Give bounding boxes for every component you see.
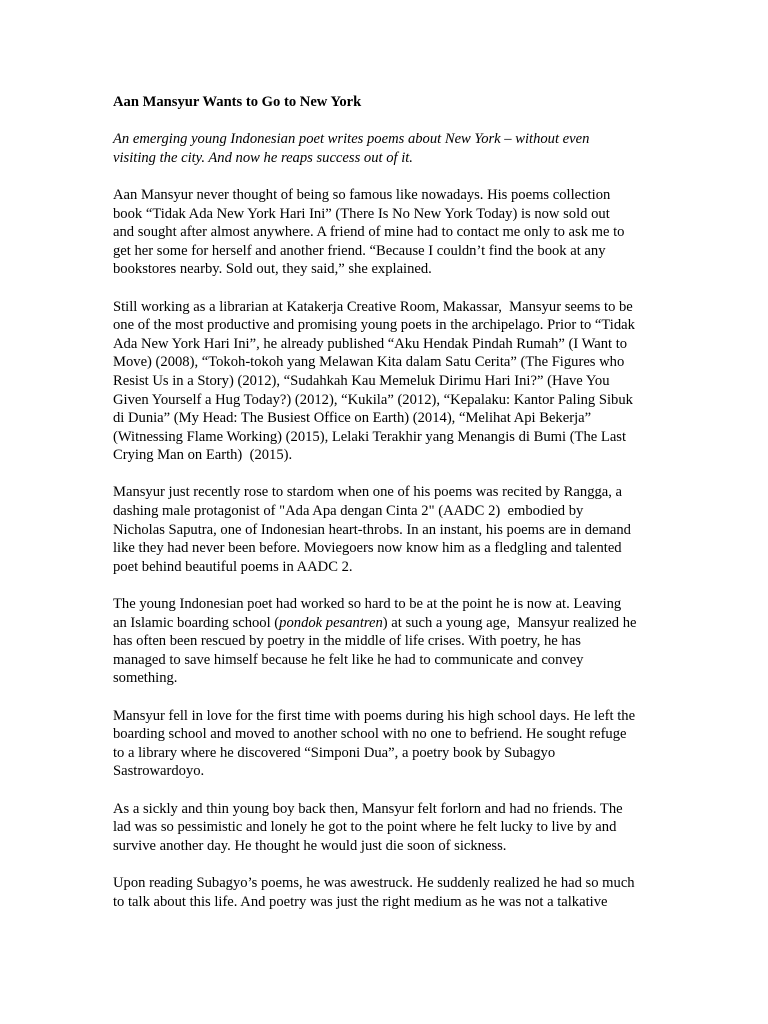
- paragraph-line: poet behind beautiful poems in AADC 2.: [113, 558, 353, 575]
- article-subtitle: [113, 130, 663, 167]
- paragraph-line: get her some for herself and another friend. “Because I couldn’t find the book at any: [113, 242, 606, 259]
- document-page: [113, 88, 663, 930]
- paragraph: [113, 483, 663, 576]
- subtitle-line: An emerging young Indonesian poet writes poems about New York – without even: [113, 131, 590, 148]
- paragraph-line: like they had never been before. Moviegoers now know him as a fledgling and talented: [113, 540, 622, 557]
- paragraph-line: Resist Us in a Story) (2012), “Sudahkah Kau Memeluk Dirimu Hari Ini?” (Have You: [113, 372, 610, 389]
- paragraph-line: The young Indonesian poet had worked so hard to be at the point he is now at. Leaving: [113, 596, 622, 613]
- text-segment: ) at such a young age, Mansyur realized he: [382, 614, 637, 631]
- paragraph-line: something.: [113, 670, 178, 687]
- text-segment: an Islamic boarding school (: [113, 614, 280, 631]
- paragraph-line: Nicholas Saputra, one of Indonesian heart-throbs. In an instant, his poems are in demand: [113, 521, 631, 538]
- paragraph-line: [113, 614, 663, 633]
- subtitle-line: visiting the city. And now he reaps success out of it.: [113, 149, 413, 166]
- italic-term: pondok pesantren: [279, 614, 383, 631]
- paragraph: [113, 186, 663, 279]
- paragraph-line: Still working as a librarian at Katakerja Creative Room, Makassar, Mansyur seems to be: [113, 298, 633, 315]
- paragraph-line: As a sickly and thin young boy back then, Mansyur felt forlorn and had no friends. The: [113, 800, 623, 817]
- paragraph: [113, 595, 663, 688]
- paragraph-line: Crying Man on Earth) (2015).: [113, 447, 293, 464]
- paragraph-line: survive another day. He thought he would just die soon of sickness.: [113, 837, 507, 854]
- paragraph: [113, 298, 663, 465]
- paragraph-line: Mansyur just recently rose to stardom when one of his poems was recited by Rangga, a: [113, 484, 623, 501]
- paragraph-line: Upon reading Subagyo’s poems, he was awestruck. He suddenly realized he had so much: [113, 874, 635, 891]
- paragraph: [113, 707, 663, 781]
- paragraph-line: to talk about this life. And poetry was just the right medium as he was not a talkative: [113, 893, 608, 910]
- paragraph-line: Aan Mansyur never thought of being so famous like nowadays. His poems collection: [113, 186, 611, 203]
- paragraph-line: book “Tidak Ada New York Hari Ini” (There Is No New York Today) is now sold out: [113, 205, 610, 222]
- paragraph-line: to a library where he discovered “Simponi Dua”, a poetry book by Subagyo: [113, 744, 556, 761]
- paragraph-line: lad was so pessimistic and lonely he got to the point where he felt lucky to live by and: [113, 819, 617, 836]
- paragraph-line: di Dunia” (My Head: The Busiest Office on Earth) (2014), “Melihat Api Bekerja”: [113, 410, 592, 427]
- paragraph-line: one of the most productive and promising young poets in the archipelago. Prior to “Tidak: [113, 317, 635, 334]
- paragraph-line: and sought after almost anywhere. A friend of mine had to contact me only to ask me to: [113, 224, 625, 241]
- paragraph-line: Mansyur fell in love for the first time with poems during his high school days. He left the: [113, 707, 636, 724]
- paragraph-line: Sastrowardoyo.: [113, 763, 205, 780]
- paragraph-line: Given Yourself a Hug Today?) (2012), “Kukila” (2012), “Kepalaku: Kantor Paling Sibuk: [113, 391, 633, 408]
- article-title: Aan Mansyur Wants to Go to New York: [113, 94, 362, 110]
- paragraph-line: managed to save himself because he felt like he had to communicate and convey: [113, 651, 584, 668]
- paragraph-line: has often been rescued by poetry in the middle of life crises. With poetry, he has: [113, 633, 581, 650]
- paragraph-line: (Witnessing Flame Working) (2015), Lelaki Terakhir yang Menangis di Bumi (The Last: [113, 428, 627, 445]
- paragraph-line: Move) (2008), “Tokoh-tokoh yang Melawan Kita dalam Satu Cerita” (The Figures who: [113, 354, 625, 371]
- paragraph-line: boarding school and moved to another school with no one to befriend. He sought refuge: [113, 726, 627, 743]
- paragraph-line: dashing male protagonist of "Ada Apa dengan Cinta 2" (AADC 2) embodied by: [113, 503, 584, 520]
- paragraph: [113, 874, 663, 911]
- paragraph-line: bookstores nearby. Sold out, they said,” she explained.: [113, 261, 432, 278]
- paragraph: [113, 800, 663, 856]
- paragraph-line: Ada New York Hari Ini”, he already published “Aku Hendak Pindah Rumah” (I Want to: [113, 335, 628, 352]
